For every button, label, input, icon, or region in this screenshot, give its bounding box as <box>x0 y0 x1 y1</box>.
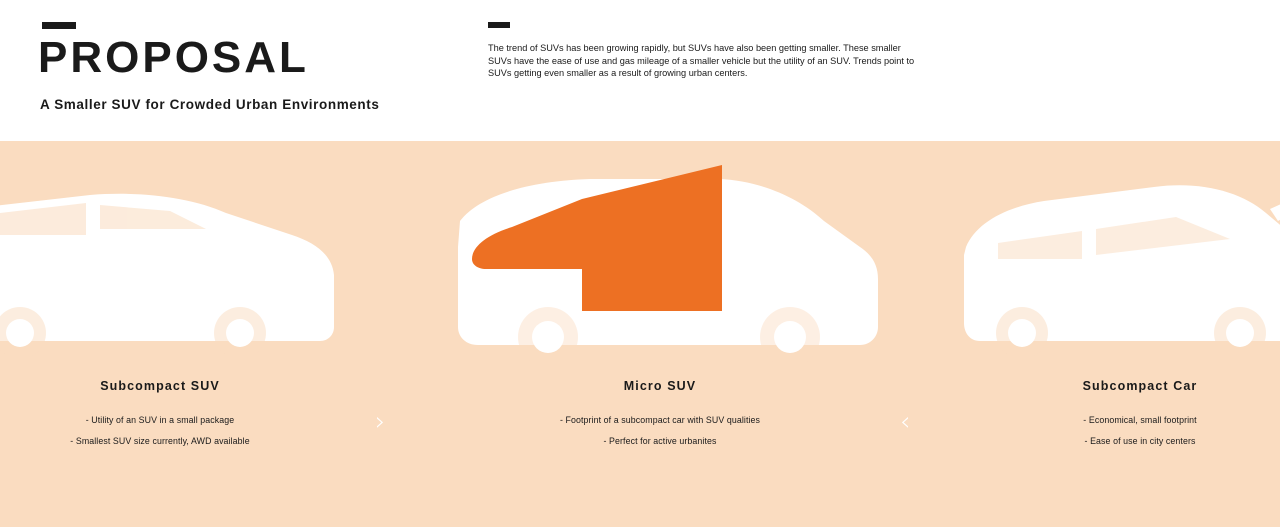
subcompact-suv-illustration <box>0 151 380 381</box>
page-title: PROPOSAL <box>38 33 309 82</box>
subcompact-car-labels <box>940 379 1280 457</box>
vehicle-bullet: - Utility of an SUV in a small package <box>85 415 235 425</box>
vehicle-bullet: - Ease of use in city centers <box>1084 436 1196 446</box>
vehicle-bullet: - Smallest SUV size currently, AWD available <box>70 436 250 446</box>
subcompact-suv-labels <box>0 379 380 457</box>
vehicle-bullet: - Footprint of a subcompact car with SUV qualities <box>559 415 761 425</box>
comparison-columns <box>0 141 1280 527</box>
chevron-right-icon: › <box>375 407 386 437</box>
vehicle-column-subcompact-car <box>940 141 1280 527</box>
vehicle-column-subcompact-suv <box>0 141 380 527</box>
page-subtitle: A Smaller SUV for Crowded Urban Environments <box>40 97 380 112</box>
vehicle-bullet: - Economical, small footprint <box>1083 415 1197 425</box>
page-header <box>0 0 1280 141</box>
intro-block <box>488 22 918 80</box>
intro-rule <box>488 22 510 28</box>
vehicle-name: Subcompact SUV <box>100 379 220 393</box>
vehicle-column-micro-suv <box>420 141 900 527</box>
chevron-left-icon: ‹ <box>900 407 911 437</box>
micro-suv-labels <box>420 379 900 457</box>
comparison-band <box>0 141 1280 527</box>
vehicle-name: Micro SUV <box>623 379 697 393</box>
title-block <box>38 22 379 112</box>
vehicle-name: Subcompact Car <box>1082 379 1198 393</box>
micro-suv-illustration <box>420 151 900 381</box>
intro-paragraph: The trend of SUVs has been growing rapidly, but SUVs have also been getting smaller. These smaller SUVs have the ease of use and gas mileage of a smaller vehicle but the utility of an SUV. Trends point to SUVs getting even smaller as a result of growing urban centers. <box>488 43 915 79</box>
vehicle-bullet: - Perfect for active urbanites <box>603 436 717 446</box>
title-rule <box>42 22 76 29</box>
subcompact-car-illustration <box>940 151 1280 381</box>
